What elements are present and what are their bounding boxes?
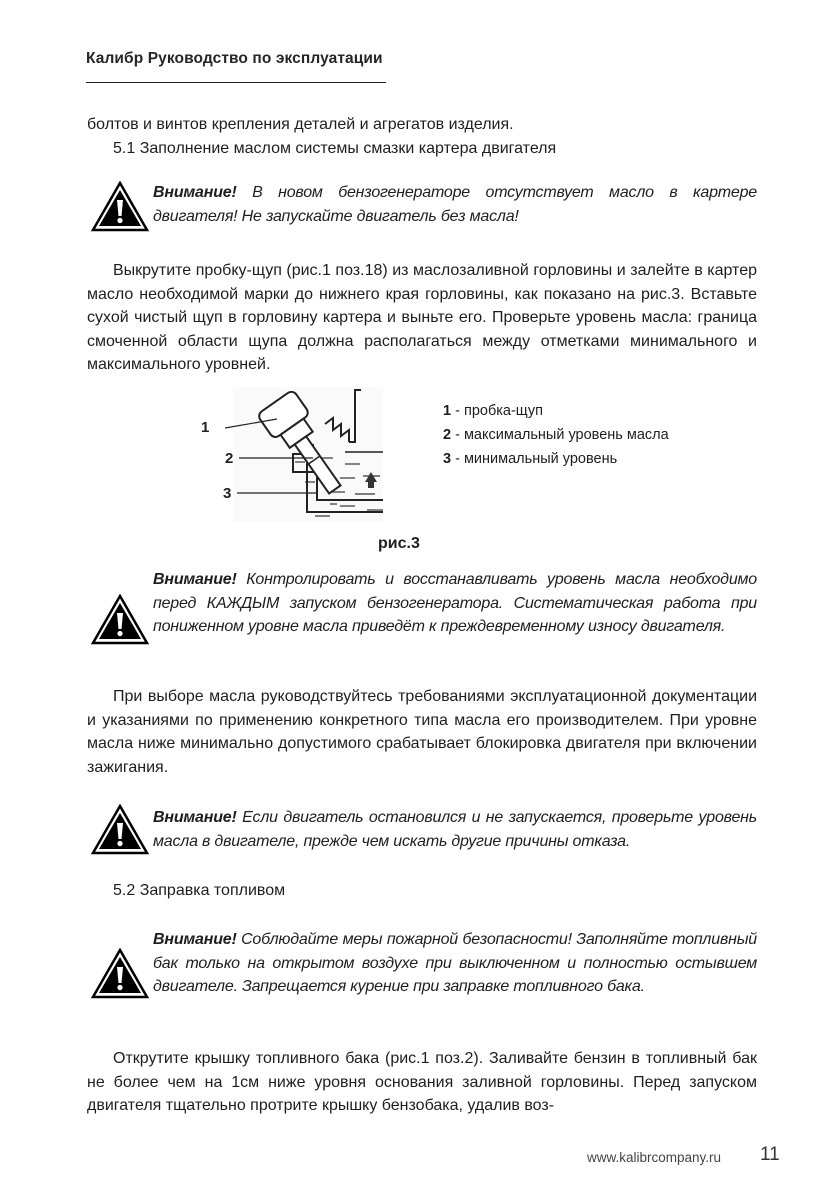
- warning-label: Внимание!: [153, 184, 237, 201]
- dipstick-figure: [195, 382, 410, 527]
- callout-3: 3: [223, 485, 232, 502]
- footer-url: www.kalibrcompany.ru: [587, 1150, 722, 1165]
- warning-body: Если двигатель остановился и не запускается, проверьте уровень масла в двигателе, прежде чем искать другие причины отказа.: [153, 809, 757, 850]
- page-number: 11: [760, 1144, 780, 1165]
- warning-triangle-icon: [91, 181, 149, 233]
- warning-label: Внимание!: [153, 809, 237, 826]
- paragraph-2-text: При выборе масла руководствуйтесь требованиями эксплуатационной документации и указаниями по применению конкретного типа масла его производителем. При уровне масла ниже минимально допустимого срабатывает блокировка двигателя при включении зажигания.: [87, 688, 757, 776]
- figure-caption: рис.3: [378, 535, 420, 552]
- header-title: Калибр Руководство по эксплуатации: [86, 50, 383, 67]
- legend-item-3: [443, 447, 669, 471]
- legend-text: - минимальный уровень: [451, 451, 618, 467]
- intro-line: болтов и винтов крепления деталей и агрегатов изделия.: [87, 116, 514, 133]
- legend-item-2: [443, 423, 669, 447]
- warning-block-3: [91, 806, 757, 854]
- warning-triangle-icon: [91, 804, 149, 856]
- intro-block: [87, 113, 757, 160]
- callout-1: 1: [201, 419, 210, 436]
- warning-triangle-icon: [91, 948, 149, 1000]
- warning-text-3: [153, 806, 757, 853]
- running-header: [86, 50, 386, 83]
- legend-num: 2: [443, 427, 452, 443]
- paragraph-3: [87, 1047, 757, 1118]
- figure-legend: [443, 399, 669, 471]
- section-5-2: [87, 879, 757, 903]
- paragraph-2: [87, 685, 757, 779]
- legend-text: - максимальный уровень масла: [451, 427, 669, 443]
- warning-triangle-icon: [91, 594, 149, 646]
- legend-num: 1: [443, 403, 452, 419]
- warning-block-2: [91, 568, 757, 664]
- section-heading-5-1: 5.1 Заполнение маслом системы смазки картера двигателя: [113, 139, 557, 157]
- legend-num: 3: [443, 451, 452, 467]
- warning-label: Внимание!: [153, 931, 237, 948]
- paragraph-3-text: Открутите крышку топливного бака (рис.1 поз.2). Заливайте бензин в топливный бак не более чем на 1см ниже уровня основания заливной горловины. Перед запуском двигателя тщательно протрите крышку бензобака, удалив воз-: [87, 1050, 757, 1114]
- paragraph-1: [87, 259, 757, 377]
- warning-body: В новом бензогенераторе отсутствует масло в картере двигателя! Не запускайте двигатель без масла!: [153, 184, 757, 225]
- warning-label: Внимание!: [153, 571, 237, 588]
- legend-item-1: [443, 399, 669, 423]
- warning-text-1: [153, 181, 757, 228]
- warning-block-1: [91, 181, 757, 229]
- callout-2: 2: [225, 450, 234, 467]
- warning-body: Соблюдайте меры пожарной безопасности! Заполняйте топливный бак только на открытом воздухе при выключенном и полностью остывшем двигателе. Запрещается курение при заправке топливного бака.: [153, 931, 757, 995]
- paragraph-1-text: Выкрутите пробку-щуп (рис.1 поз.18) из маслозаливной горловины и залейте в картер масло необходимой марки до нижнего края горловины, как показано на рис.3. Вставьте сухой чистый щуп в горловину картера и выньте его. Проверьте уровень масла: граница смоченной области щупа должна располагаться между отметками минимального и максимального уровней.: [87, 262, 757, 373]
- warning-block-4: [91, 928, 757, 1024]
- legend-text: - пробка-щуп: [451, 403, 543, 419]
- warning-text-2: [153, 568, 757, 639]
- warning-text-4: [153, 928, 757, 999]
- section-heading-5-2: 5.2 Заправка топливом: [113, 882, 286, 899]
- warning-body: Контролировать и восстанавливать уровень масла необходимо перед КАЖДЫМ запуском бензогенератора. Систематическая работа при пониженном уровне масла приведёт к преждевременному износу двигателя.: [153, 571, 757, 635]
